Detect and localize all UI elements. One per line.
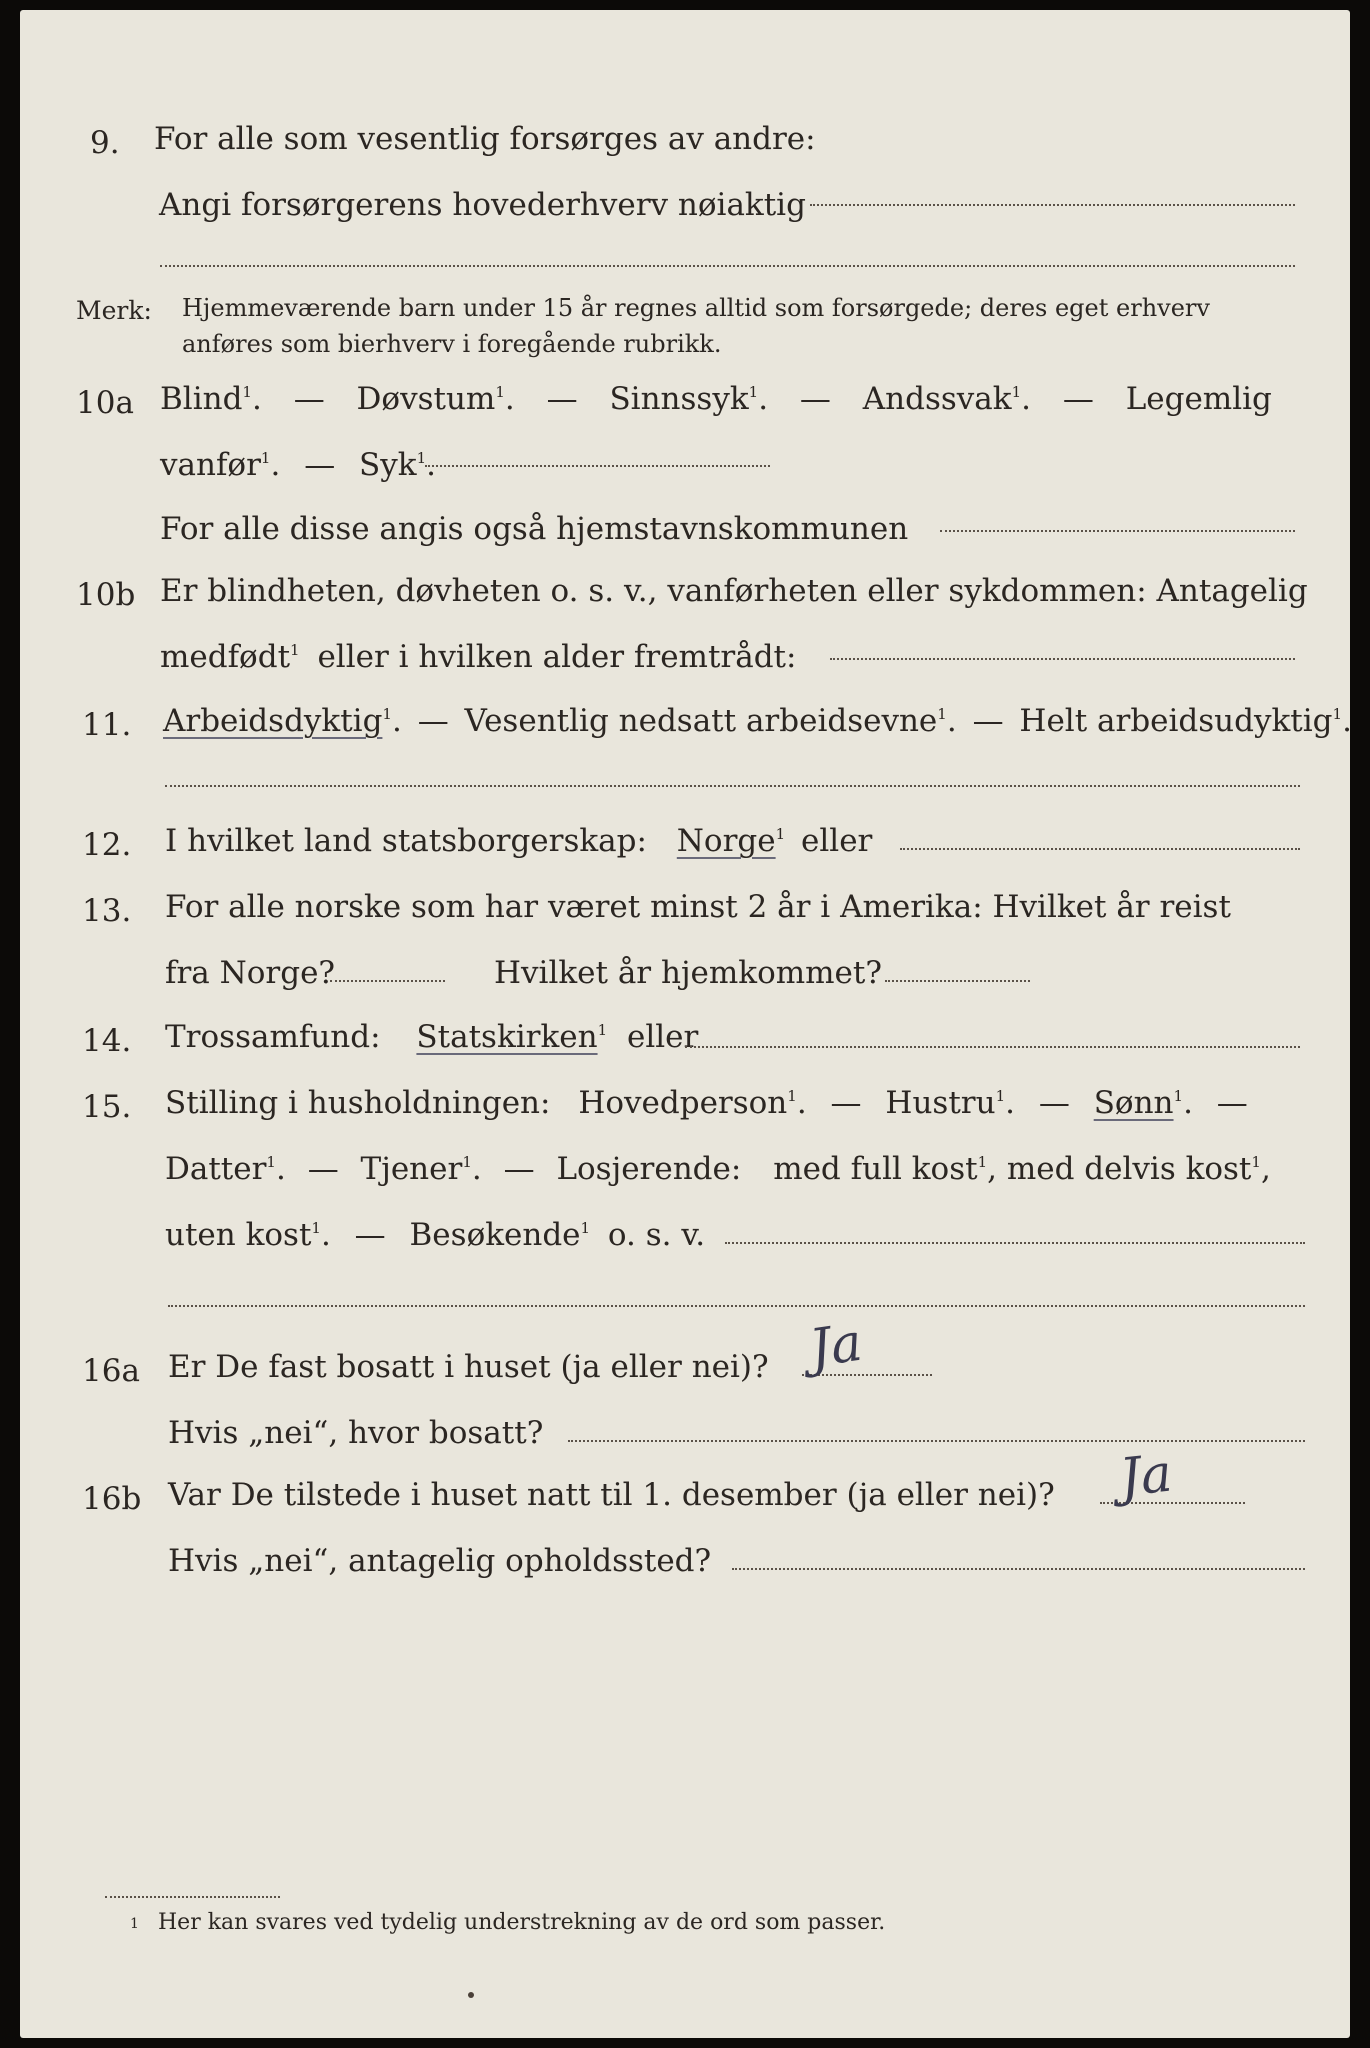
q12-number: 12. [82,827,132,863]
q15-label: Stilling i husholdningen: [165,1085,551,1121]
q15-line3: uten kost$^1$. — Besøkende$^1$ o. s. v. [165,1217,706,1253]
q10b-line1: Er blindheten, døvheten o. s. v., vanførheten eller sykdommen: Antagelig [160,573,1308,609]
q10b-line2 [160,639,797,675]
dash: — [1062,381,1094,417]
footnote-ref: 1 [787,1087,797,1105]
q13-line2b: Hvilket år hjemkommet? [494,955,882,991]
footnote-ref: 1 [462,1153,472,1171]
q15-opt-datter[interactable]: Datter [165,1151,267,1187]
q10a-line1: Blind$^1$. — Døvstum$^1$. — Sinnssyk$^1$. — Andssvak$^1$. — Legemlig [160,381,1272,417]
q16b-number: 16b [82,1481,142,1517]
footnote-mark: 1 [130,1916,139,1932]
q10a-opt-blind[interactable]: Blind [160,381,243,417]
footnote-ref: 1 [775,825,786,843]
q10a-opt-legemlig[interactable]: Legemlig [1125,381,1272,417]
dash: — [417,703,449,739]
q10a-kommune-line[interactable] [940,530,1295,532]
dash: — [304,447,336,483]
q11-answer-line[interactable] [165,785,1300,787]
q15-line1: Stilling i husholdningen: Hovedperson$^1$. — Hustru$^1$. — Sønn$^1$. — [165,1085,1248,1121]
footnote-ref: 1 [242,383,252,401]
census-form-page [20,10,1350,2038]
dash: — [293,381,325,417]
dash: — [1216,1085,1248,1121]
footnote-ref: 1 [266,1153,276,1171]
q15-opt-full-kost[interactable]: med full kost [773,1151,978,1187]
q10a-opt-dovstum[interactable]: Døvstum [356,381,496,417]
q12-answer-line[interactable] [900,848,1300,850]
footnote-ref: 1 [977,1153,988,1171]
q11-opt-udyktig[interactable]: Helt arbeidsudyktig [1019,703,1333,739]
merk-line1: Hjemmeværende barn under 15 år regnes alltid som forsørgede; deres eget erhverv [182,294,1210,322]
footnote-ref: 1 [748,383,759,401]
q10a-syk-line[interactable] [425,465,770,467]
q10a-line2: vanfør$^1$. — Syk$^1$. [160,447,436,483]
q10a-opt-sinnssyk[interactable]: Sinnssyk [609,381,749,417]
q14-opt-statskirken[interactable]: Statskirken [416,1019,598,1055]
footnote-ref: 1 [1251,1153,1261,1171]
q16b-handwritten-answer: Ja [1117,1443,1175,1509]
q9-number: 9. [90,125,120,161]
q15-opt-besokende[interactable]: Besøkende [409,1217,581,1253]
footnote-ref: 1 [1173,1087,1184,1105]
q9-line1: For alle som vesentlig forsørges av andre: [154,121,816,157]
q10a-number: 10a [76,385,134,421]
q10a-line3: For alle disse angis også hjemstavnskommunen [160,511,909,547]
dash: — [799,381,831,417]
q10a-opt-syk[interactable]: Syk [359,447,417,483]
footnote-ref: 1 [937,705,947,723]
dash: — [830,1085,862,1121]
paper-speck [468,1992,474,1998]
footnote-ref: 1 [1011,383,1022,401]
q16b-line1: Var De tilstede i huset natt til 1. desember (ja eller nei)? [168,1477,1055,1513]
q10b-line2-rest: eller i hvilken alder fremtrådt: [317,639,797,675]
q15-answer-line[interactable] [725,1242,1305,1244]
q14-answer-line[interactable] [685,1046,1300,1048]
footnote-ref: 1 [311,1219,321,1237]
q14-label: Trossamfund: [165,1019,381,1055]
q16a-line2: Hvis „nei“, hvor bosatt? [168,1415,544,1451]
dash: — [1038,1085,1070,1121]
q13-hjemkommet-line[interactable] [885,980,1030,982]
q9-line2: Angi forsørgerens hovederhverv nøiaktig [159,187,806,223]
q10b-answer-line[interactable] [830,658,1295,660]
q15-line2: Datter$^1$. — Tjener$^1$. — Losjerende: med full kost$^1$, med delvis kost$^1$, [165,1151,1271,1187]
footnote-ref: 1 [580,1219,591,1237]
q14-line [165,1019,699,1055]
q16a-bosatt-line[interactable] [568,1440,1305,1442]
dash: — [972,703,1004,739]
q10a-opt-andssvak[interactable]: Andssvak [862,381,1012,417]
footnote-ref: 1 [995,1087,1006,1105]
dash: — [354,1217,386,1253]
q15-opt-hustru[interactable]: Hustru [885,1085,996,1121]
q9-answer-line[interactable] [810,204,1295,206]
q15-opt-tjener[interactable]: Tjener [360,1151,463,1187]
q9-answer-line-2[interactable] [160,265,1295,267]
q15-opt-delvis-kost[interactable]: med delvis kost [1006,1151,1252,1187]
q11-opt-arbeidsdyktig[interactable]: Arbeidsdyktig [163,703,383,739]
q12-line [165,823,873,859]
q15-opt-hovedperson[interactable]: Hovedperson [578,1085,788,1121]
q15-answer-line-2[interactable] [168,1305,1305,1307]
q10b-opt-medfodt[interactable]: medfødt [160,639,291,675]
q11-line: Arbeidsdyktig$^1$. — Vesentlig nedsatt arbeidsevne$^1$. — Helt arbeidsudyktig$^1$. [163,703,1352,739]
footnote-rule [105,1896,280,1898]
footnote-ref: 1 [597,1021,608,1039]
merk-line2: anføres som bierhverv i foregående rubrikk. [182,330,722,358]
q10a-opt-vanfor[interactable]: vanfør [160,447,261,483]
q16b-opholdssted-line[interactable] [732,1568,1305,1570]
merk-label: Merk: [76,296,152,325]
q13-line1: For alle norske som har været minst 2 år i Amerika: Hvilket år reist [165,889,1231,925]
q13-reist-line[interactable] [330,980,445,982]
dash: — [503,1151,535,1187]
footnote-ref: 1 [290,641,300,659]
q16a-handwritten-answer: Ja [806,1312,866,1380]
q16a-number: 16a [82,1353,140,1389]
dash: — [546,381,578,417]
q16b-line2: Hvis „nei“, antagelig opholdssted? [168,1543,712,1579]
q14-rest: eller [626,1019,699,1055]
q15-opt-losjerende: Losjerende: [556,1151,742,1187]
q11-number: 11. [82,707,132,743]
q16a-line1: Er De fast bosatt i huset (ja eller nei)? [168,1349,769,1385]
footnote-ref: 1 [382,705,392,723]
footnote-text: Her kan svares ved tydelig understrekning av de ord som passer. [158,1910,886,1935]
q15-osv: o. s. v. [607,1217,706,1253]
q12-rest: eller [801,823,873,859]
q15-number: 15. [82,1089,132,1125]
q12-label: I hvilket land statsborgerskap: [165,823,647,859]
dash: — [307,1151,339,1187]
footnote-ref: 1 [260,449,271,467]
q13-number: 13. [82,893,132,929]
q13-line2a: fra Norge? [165,955,336,991]
q15-opt-sonn[interactable]: Sønn [1093,1085,1174,1121]
q14-number: 14. [82,1023,132,1059]
footnote-ref: 1 [1332,705,1343,723]
footnote-ref: 1 [416,449,427,467]
footnote-ref: 1 [495,383,505,401]
q12-opt-norge[interactable]: Norge [676,823,776,859]
q10b-number: 10b [76,577,136,613]
q11-opt-nedsatt[interactable]: Vesentlig nedsatt arbeidsevne [464,703,938,739]
q15-opt-uten-kost[interactable]: uten kost [165,1217,312,1253]
